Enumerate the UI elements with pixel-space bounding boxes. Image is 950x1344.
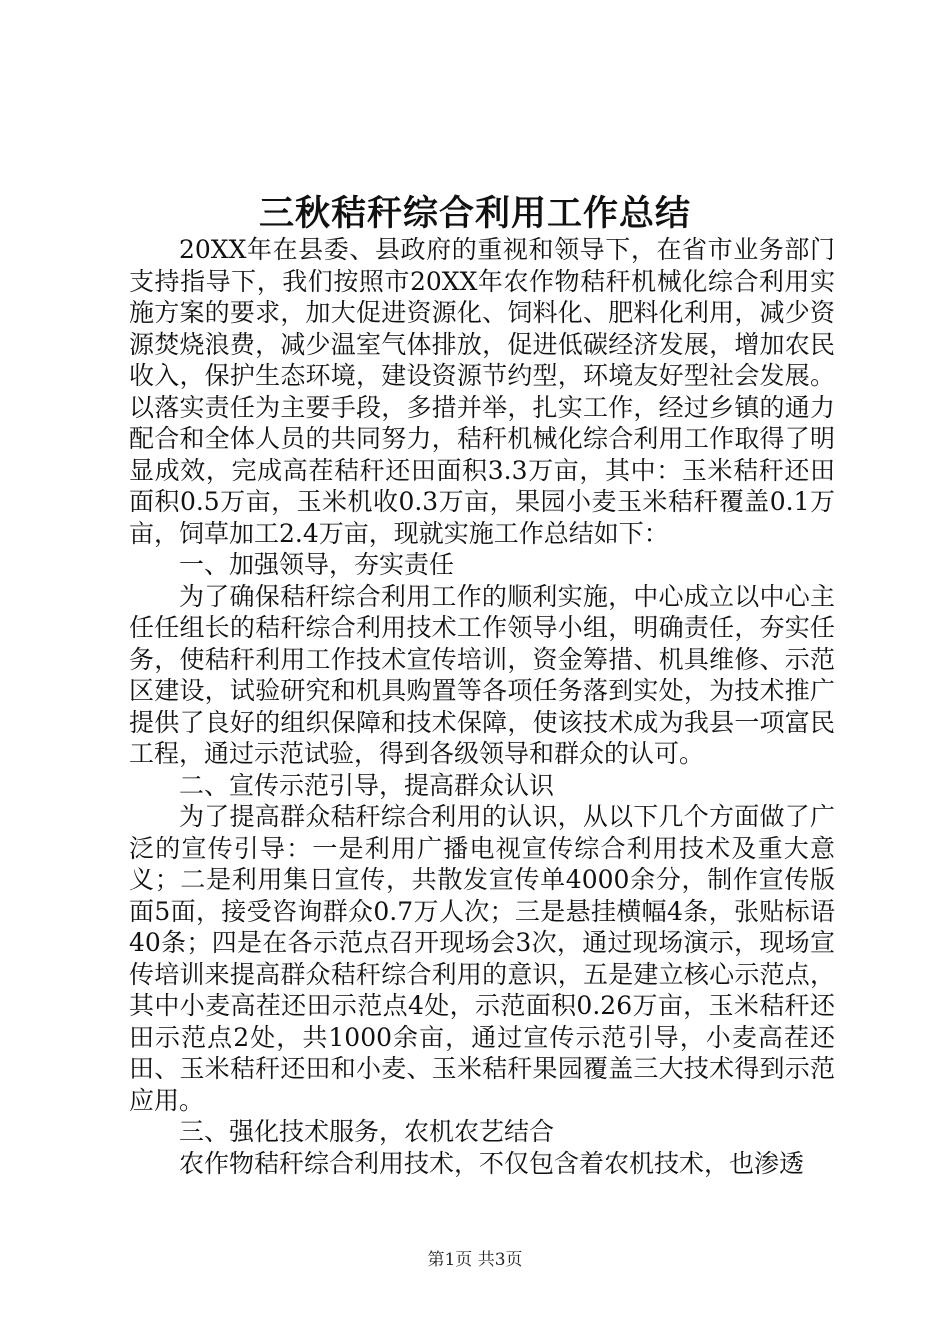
section-paragraph-1: 为了确保秸秆综合利用工作的顺利实施，中心成立以中心主任任组长的秸秆综合利用技术工作领导小组，明确责任，夯实任务，使秸秆利用工作技术宣传培训，资金筹措、机具维修、示范区建设，试验研究和机具购置等各项任务落到实处，为技术推广提供了良好的组织保障和技术保障，使该技术成为我县一项富民工程，通过示范试验，得到各级领导和群众的认可。: [129, 581, 835, 768]
section-paragraph-3: 农作物秸秆综合利用技术，不仅包含着农机技术，也渗透: [179, 1148, 805, 1178]
section-heading-1: 一、加强领导，夯实责任: [179, 550, 455, 579]
page-footer: 第1页 共3页: [427, 1250, 523, 1270]
section-paragraph-2: 为了提高群众秸秆综合利用的认识，从以下几个方面做了广泛的宣传引导：一是利用广播电视宣传综合利用技术及重大意义；二是利用集日宣传，共散发宣传单4000余分，制作宣传版面5面，接受咨询群众0.7万人次；三是悬挂横幅4条，张贴标语40条；四是在各示范点召开现场会3次，通过现场演示，现场宣传培训来提高群众秸秆综合利用的意识，五是建立核心示范点，其中小麦高茬还田示范点4处，示范面积0.26万亩，玉米秸秆还田示范点2处，共1000余亩，通过宣传示范引导，小麦高茬还田、玉米秸秆还田和小麦、玉米秸秆果园覆盖三大技术得到示范应用。: [129, 802, 835, 1115]
intro-paragraph: 20XX年在县委、县政府的重视和领导下，在省市业务部门支持指导下，我们按照市20XX年农作物秸秆机械化综合利用实施方案的要求，加大促进资源化、饲料化、肥料化利用，减少资源焚烧浪费，减少温室气体排放，促进低碳经济发展，增加农民收入，保护生态环境，建设资源节约型，环境友好型社会发展。以落实责任为主要手段，多措并举，扎实工作，经过乡镇的通力配合和全体人员的共同努力，秸秆机械化综合利用工作取得了明显成效，完成高茬秸秆还田面积3.3万亩，其中：玉米秸秆还田面积0.5万亩，玉米机收0.3万亩，果园小麦玉米秸秆覆盖0.1万亩，饲草加工2.4万亩，现就实施工作总结如下：: [129, 235, 835, 548]
section-heading-2: 二、宣传示范引导，提高群众认识: [179, 770, 555, 800]
section-heading-3: 三、强化技术服务，农机农艺结合: [179, 1117, 555, 1146]
document-title: 三秋秸秆综合利用工作总结: [258, 193, 691, 234]
document-body: [129, 234, 835, 1179]
